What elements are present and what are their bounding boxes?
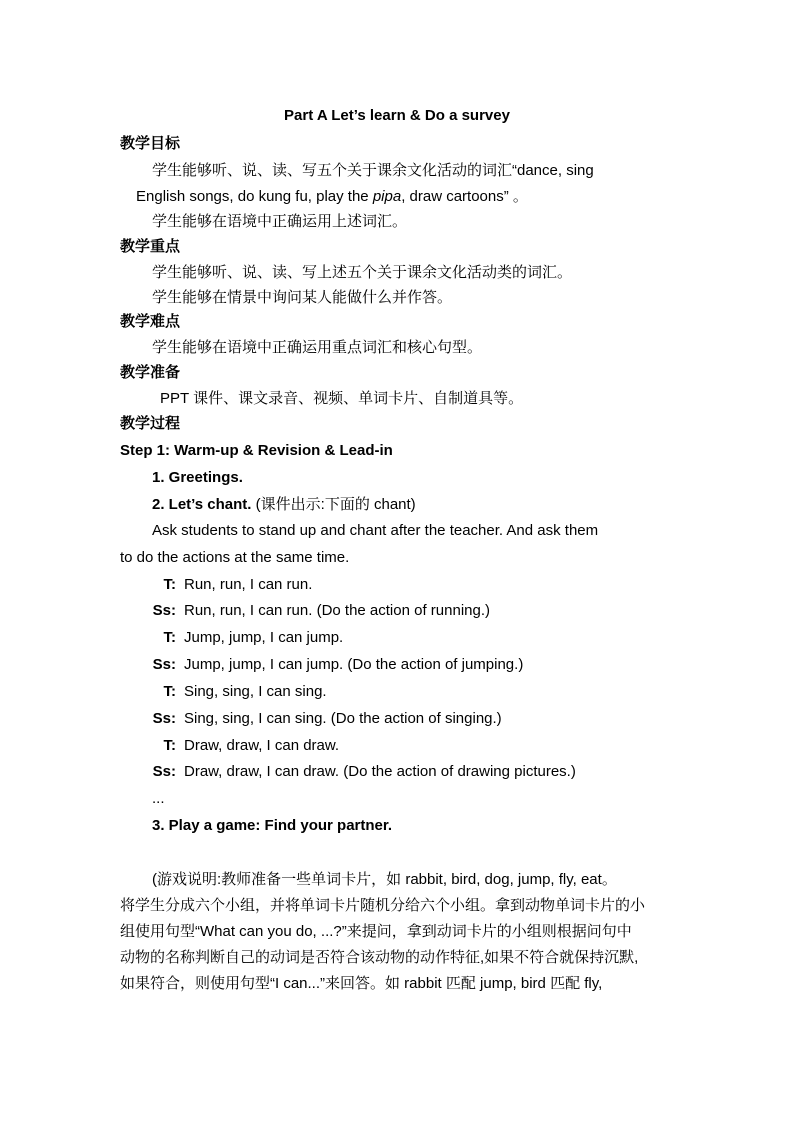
dialogue-line bbox=[150, 737, 339, 755]
dialogue-line bbox=[150, 710, 502, 728]
process-heading: 教学过程 bbox=[120, 415, 181, 432]
dialogue-speaker: Ss: bbox=[152, 710, 176, 727]
game-explanation-line: 动物的名称判断自己的动词是否符合该动物的动作特征,如果不符合就保持沉默, bbox=[120, 949, 639, 966]
item-2-chant bbox=[152, 496, 416, 514]
dialogue-line bbox=[150, 656, 523, 674]
item-2-chant-label: 2. Let’s chant. bbox=[152, 496, 252, 513]
goals-line-2-italic: pipa bbox=[372, 188, 402, 205]
dialogue-line bbox=[150, 576, 312, 594]
dialogue-line bbox=[150, 629, 343, 647]
dialogue-text: Run, run, I can run. bbox=[184, 576, 313, 593]
dialogue-text: Draw, draw, I can draw. (Do the action of drawing pictures.) bbox=[184, 763, 576, 780]
goals-line-1: 学生能够听、说、读、写五个关于课余文化活动的词汇“dance, sing bbox=[152, 162, 594, 179]
dialogue-text: Run, run, I can run. (Do the action of running.) bbox=[184, 602, 490, 619]
goals-line-2 bbox=[136, 188, 528, 206]
dialogue-speaker: T: bbox=[163, 629, 176, 646]
goals-line-3: 学生能够在语境中正确运用上述词汇。 bbox=[152, 213, 408, 230]
goals-line-2-post: , draw cartoons” 。 bbox=[401, 188, 528, 205]
game-explanation-line: (游戏说明:教师准备一些单词卡片，如 rabbit, bird, dog, jump, fly, eat。 bbox=[152, 871, 617, 888]
item-2-chant-note: (课件出示:下面的 chant) bbox=[251, 496, 416, 513]
item-3-game: 3. Play a game: Find your partner. bbox=[152, 817, 393, 834]
game-explanation-line: 如果符合，则使用句型“I can...”来回答。如 rabbit 匹配 jump, bird 匹配 fly, bbox=[120, 975, 603, 992]
dialogue-speaker: T: bbox=[163, 737, 176, 754]
instruction-line-2: to do the actions at the same time. bbox=[120, 549, 350, 566]
key-points-line-2: 学生能够在情景中询问某人能做什么并作答。 bbox=[152, 289, 453, 306]
dialogue-text: Sing, sing, I can sing. bbox=[184, 683, 327, 700]
step-1-heading: Step 1: Warm-up & Revision & Lead-in bbox=[120, 442, 393, 459]
ellipsis: ... bbox=[152, 790, 165, 807]
dialogue-line bbox=[150, 763, 576, 781]
goals-line-2-pre: English songs, do kung fu, play the bbox=[136, 188, 373, 205]
game-explanation-line: 组使用句型“What can you do, ...?”来提问，拿到动词卡片的小组则根据问句中 bbox=[120, 923, 632, 940]
dialogue-text: Jump, jump, I can jump. bbox=[184, 629, 344, 646]
difficulties-heading: 教学难点 bbox=[120, 313, 181, 330]
page-title: Part A Let’s learn & Do a survey bbox=[284, 107, 510, 124]
dialogue-line bbox=[150, 683, 327, 701]
dialogue-text: Jump, jump, I can jump. (Do the action of jumping.) bbox=[184, 656, 524, 673]
dialogue-line bbox=[150, 602, 490, 620]
key-points-line-1: 学生能够听、说、读、写上述五个关于课余文化活动类的词汇。 bbox=[152, 264, 573, 281]
preparation-line-1: PPT 课件、课文录音、视频、单词卡片、自制道具等。 bbox=[160, 390, 524, 407]
key-points-heading: 教学重点 bbox=[120, 238, 181, 255]
dialogue-speaker: Ss: bbox=[152, 602, 176, 619]
dialogue-text: Draw, draw, I can draw. bbox=[184, 737, 340, 754]
goals-heading: 教学目标 bbox=[120, 135, 181, 152]
preparation-heading: 教学准备 bbox=[120, 364, 181, 381]
item-1-greetings: 1. Greetings. bbox=[152, 469, 243, 486]
instruction-line-1: Ask students to stand up and chant after the teacher. And ask them bbox=[152, 522, 599, 539]
dialogue-text: Sing, sing, I can sing. (Do the action of singing.) bbox=[184, 710, 502, 727]
dialogue-speaker: T: bbox=[163, 683, 176, 700]
game-explanation-line: 将学生分成六个小组，并将单词卡片随机分给六个小组。拿到动物单词卡片的小 bbox=[120, 897, 646, 914]
difficulties-line-1: 学生能够在语境中正确运用重点词汇和核心句型。 bbox=[152, 339, 483, 356]
dialogue-speaker: Ss: bbox=[152, 656, 176, 673]
dialogue-speaker: Ss: bbox=[152, 763, 176, 780]
dialogue-speaker: T: bbox=[163, 576, 176, 593]
